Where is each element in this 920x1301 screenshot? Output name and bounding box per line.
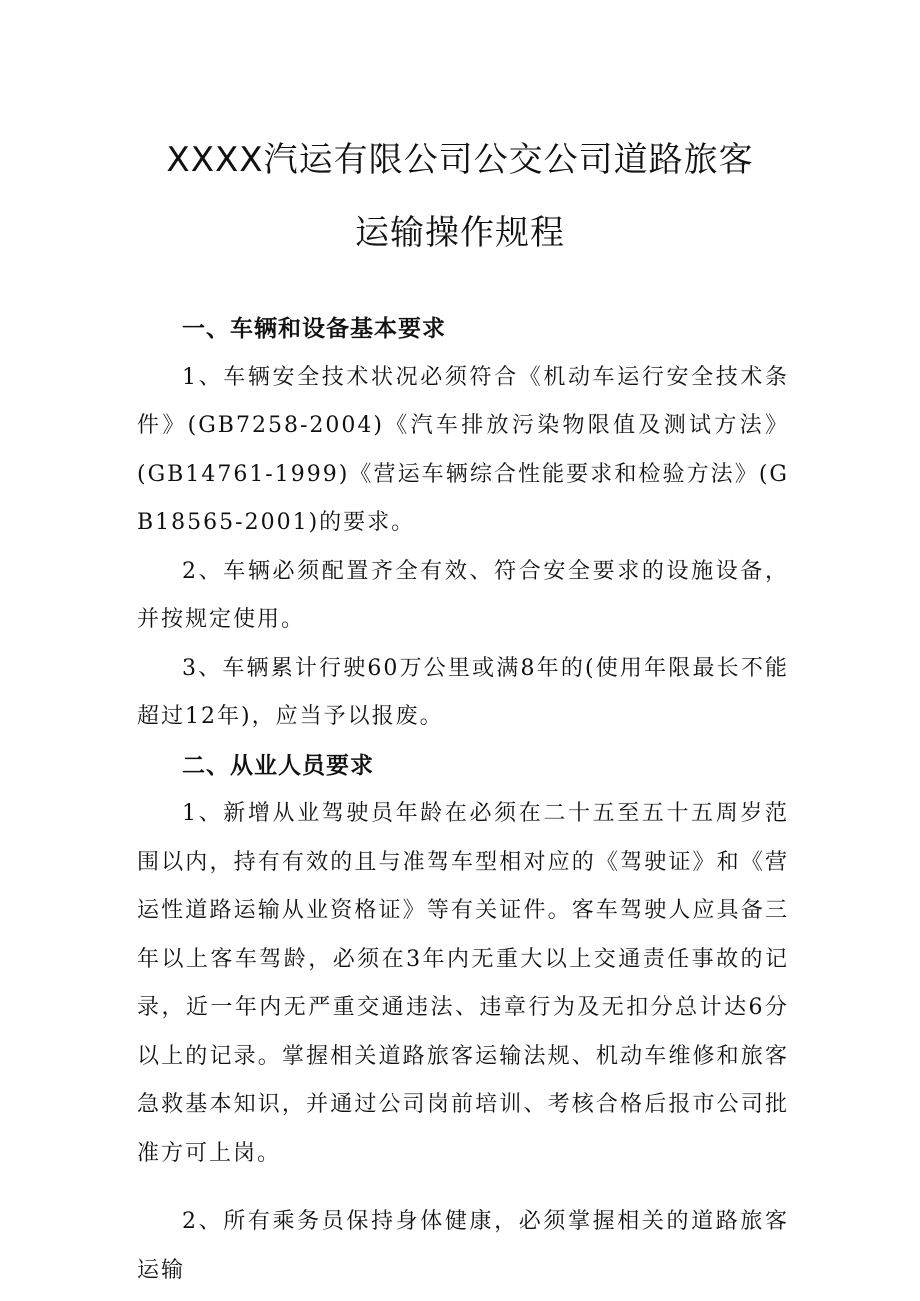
paragraph-crew-requirements: 2、所有乘务员保持身体健康，必须掌握相关的道路旅客运输 bbox=[137, 1209, 789, 1283]
document-body bbox=[137, 305, 789, 1295]
section-heading-staff-requirements: 二、从业人员要求 bbox=[182, 752, 374, 779]
section-heading-vehicle-requirements: 一、车辆和设备基本要求 bbox=[182, 316, 446, 342]
document-title-line-1: XXXX汽运有限公司公交公司道路旅客 bbox=[166, 140, 754, 180]
paragraph-vehicle-scrapping: 3、车辆累计行驶60万公里或满8年的(使用年限最长不能超过12年)，应当予以报废。 bbox=[137, 655, 789, 729]
paragraph-spacer bbox=[137, 1178, 789, 1198]
paragraph-driver-requirements: 1、新增从业驾驶员年龄在必须在二十五至五十五周岁范围以内，持有有效的且与准驾车型相对应的《驾驶证》和《营运性道路运输从业资格证》等有关证件。客车驾驶人应具备三年以上客车驾龄，必须在3年内无重大以上交通责任事故的记录，近一年内无严重交通违法、违章行为及无扣分总计达6分以上的记录。掌握相关道路旅客运输法规、机动车维修和旅客急救基本知识，并通过公司岗前培训、考核合格后报市公司批准方可上岗。 bbox=[137, 801, 789, 1166]
paragraph-vehicle-safety-standards: 1、车辆安全技术状况必须符合《机动车运行安全技术条件》(GB7258-2004)《汽车排放污染物限值及测试方法》(GB14761-1999)《营运车辆综合性能要求和检验方法》(GB18565-2001)的要求。 bbox=[137, 364, 789, 535]
paragraph-vehicle-equipment: 2、车辆必须配置齐全有效、符合安全要求的设施设备，并按规定使用。 bbox=[137, 558, 789, 632]
document-title-line-2: 运输操作规程 bbox=[355, 213, 565, 253]
